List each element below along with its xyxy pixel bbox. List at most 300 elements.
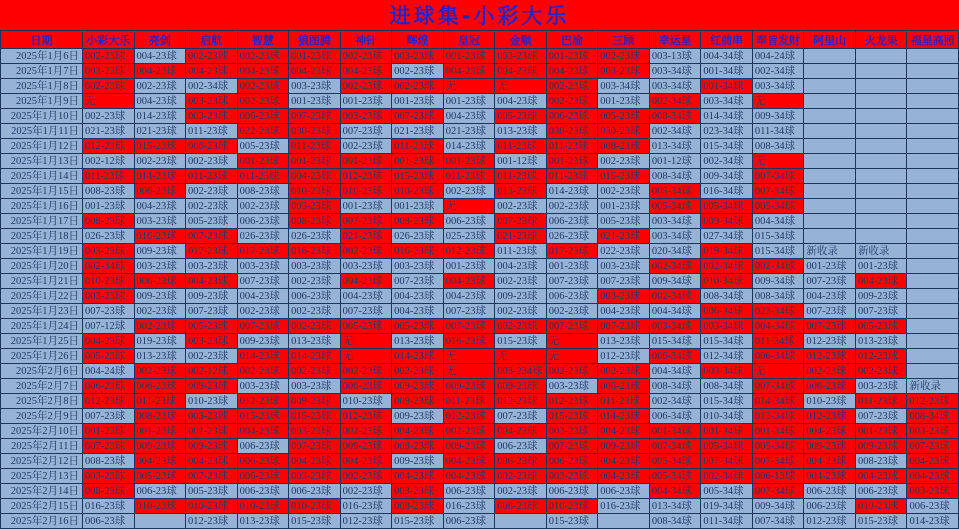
value-cell[interactable]: 007-23球	[341, 124, 393, 139]
value-cell[interactable]: 009-34球	[753, 109, 805, 124]
value-cell[interactable]: 003-23球	[547, 469, 599, 484]
value-cell[interactable]: 003-23球	[598, 289, 650, 304]
value-cell[interactable]: 007-23球	[289, 439, 341, 454]
value-cell[interactable]: 007-23球	[907, 439, 959, 454]
value-cell[interactable]: 001-23球	[238, 154, 290, 169]
column-header[interactable]: 日期	[1, 31, 83, 49]
value-cell[interactable]: 011-23球	[444, 394, 496, 409]
value-cell[interactable]: 008-34球	[753, 139, 805, 154]
value-cell[interactable]: 002-23球	[83, 79, 135, 94]
value-cell[interactable]: 002-23球	[341, 469, 393, 484]
value-cell[interactable]: 016-23球	[444, 334, 496, 349]
value-cell[interactable]: 008-23球	[83, 214, 135, 229]
value-cell[interactable]: 004-23球	[341, 454, 393, 469]
value-cell[interactable]: 001-12球	[650, 154, 702, 169]
value-cell[interactable]: 014-23球	[444, 139, 496, 154]
value-cell[interactable]	[856, 94, 908, 109]
value-cell[interactable]: 006-23球	[804, 484, 856, 499]
row-date[interactable]: 2025年2月9日	[1, 409, 83, 424]
value-cell[interactable]: 013-23球	[598, 334, 650, 349]
value-cell[interactable]: 004-23球	[547, 64, 599, 79]
row-date[interactable]: 2025年2月16日	[1, 514, 83, 529]
value-cell[interactable]: 010-23球	[392, 184, 444, 199]
value-cell[interactable]: 011-23球	[598, 394, 650, 409]
value-cell[interactable]: 003-23球	[289, 379, 341, 394]
value-cell[interactable]: 003-23球	[186, 94, 238, 109]
value-cell[interactable]: 026-23球	[289, 229, 341, 244]
value-cell[interactable]: 021-23球	[598, 229, 650, 244]
value-cell[interactable]: 015-34球	[701, 394, 753, 409]
value-cell[interactable]	[856, 169, 908, 184]
value-cell[interactable]: 004-23球	[444, 469, 496, 484]
value-cell[interactable]: 003-23球	[392, 259, 444, 274]
value-cell[interactable]: 016-23球	[392, 244, 444, 259]
value-cell[interactable]: 016-23球	[289, 244, 341, 259]
value-cell[interactable]: 002-23球	[547, 94, 599, 109]
value-cell[interactable]: 005-34球	[701, 439, 753, 454]
value-cell[interactable]: 004-23球	[341, 274, 393, 289]
value-cell[interactable]: 006-23球	[547, 109, 599, 124]
row-date[interactable]: 2025年1月14日	[1, 169, 83, 184]
value-cell[interactable]: 004-23球	[186, 64, 238, 79]
value-cell[interactable]: 004-23球	[907, 454, 959, 469]
value-cell[interactable]: 001-23球	[289, 49, 341, 64]
value-cell[interactable]: 005-23球	[341, 319, 393, 334]
value-cell[interactable]: 无	[341, 349, 393, 364]
value-cell[interactable]: 006-23球	[135, 379, 187, 394]
value-cell[interactable]	[907, 169, 959, 184]
value-cell[interactable]: 001-23球	[135, 424, 187, 439]
value-cell[interactable]: 003-23球	[83, 64, 135, 79]
value-cell[interactable]	[907, 289, 959, 304]
value-cell[interactable]	[804, 124, 856, 139]
value-cell[interactable]: 004-23球	[598, 454, 650, 469]
value-cell[interactable]: 004-23球	[444, 274, 496, 289]
value-cell[interactable]: 001-23球	[444, 259, 496, 274]
value-cell[interactable]: 006-23球	[495, 439, 547, 454]
value-cell[interactable]: 新收录	[856, 244, 908, 259]
value-cell[interactable]: 003-23球	[186, 409, 238, 424]
value-cell[interactable]: 008-23球	[495, 499, 547, 514]
value-cell[interactable]: 015-23球	[135, 139, 187, 154]
value-cell[interactable]: 002-23球	[135, 364, 187, 379]
value-cell[interactable]: 006-23球	[598, 379, 650, 394]
value-cell[interactable]: 001-23球	[392, 199, 444, 214]
value-cell[interactable]: 001-34球	[650, 424, 702, 439]
value-cell[interactable]: 009-23球	[804, 439, 856, 454]
value-cell[interactable]: 014-23球	[238, 349, 290, 364]
value-cell[interactable]	[907, 274, 959, 289]
value-cell[interactable]	[907, 349, 959, 364]
value-cell[interactable]: 003-23球	[392, 49, 444, 64]
value-cell[interactable]: 016-23球	[598, 499, 650, 514]
value-cell[interactable]: 026-23球	[392, 229, 444, 244]
value-cell[interactable]: 022-23球	[238, 124, 290, 139]
value-cell[interactable]: 006-23球	[238, 469, 290, 484]
value-cell[interactable]	[135, 514, 187, 529]
value-cell[interactable]: 002-12球	[83, 154, 135, 169]
value-cell[interactable]: 006-13球	[753, 469, 805, 484]
row-date[interactable]: 2025年1月21日	[1, 274, 83, 289]
value-cell[interactable]: 010-23球	[289, 499, 341, 514]
value-cell[interactable]: 002-23球	[392, 79, 444, 94]
value-cell[interactable]: 003-34球	[650, 229, 702, 244]
column-header[interactable]: 福星高照	[907, 31, 959, 49]
value-cell[interactable]	[598, 514, 650, 529]
value-cell[interactable]: 004-23球	[392, 469, 444, 484]
value-cell[interactable]: 002-23球	[186, 199, 238, 214]
value-cell[interactable]: 021-23球	[392, 124, 444, 139]
value-cell[interactable]: 004-23球	[804, 289, 856, 304]
value-cell[interactable]: 011-23球	[135, 394, 187, 409]
value-cell[interactable]: 009-34球	[650, 274, 702, 289]
value-cell[interactable]: 002-23球	[341, 49, 393, 64]
value-cell[interactable]: 019-34球	[701, 244, 753, 259]
value-cell[interactable]: 004-34球	[650, 304, 702, 319]
value-cell[interactable]: 新收录	[804, 244, 856, 259]
value-cell[interactable]: 008-23球	[392, 214, 444, 229]
value-cell[interactable]: 004-34球	[753, 214, 805, 229]
value-cell[interactable]: 007-23球	[598, 274, 650, 289]
value-cell[interactable]: 002-23球	[598, 49, 650, 64]
value-cell[interactable]: 009-23球	[856, 439, 908, 454]
value-cell[interactable]: 002-23球	[238, 49, 290, 64]
value-cell[interactable]: 003-23球	[289, 424, 341, 439]
value-cell[interactable]: 003-23球	[238, 259, 290, 274]
value-cell[interactable]: 001-23球	[598, 94, 650, 109]
value-cell[interactable]: 021-23球	[341, 229, 393, 244]
value-cell[interactable]: 无	[753, 94, 805, 109]
value-cell[interactable]: 002-23球	[598, 154, 650, 169]
value-cell[interactable]: 006-23球	[444, 484, 496, 499]
value-cell[interactable]: 005-34球	[650, 454, 702, 469]
value-cell[interactable]: 007-23球	[83, 409, 135, 424]
value-cell[interactable]: 019-34球	[701, 499, 753, 514]
value-cell[interactable]: 007-23球	[547, 439, 599, 454]
value-cell[interactable]: 002-23球	[186, 349, 238, 364]
value-cell[interactable]: 002-23球	[135, 154, 187, 169]
column-header[interactable]: 狼图腾	[289, 31, 341, 49]
value-cell[interactable]: 006-23球	[804, 379, 856, 394]
value-cell[interactable]: 008-34球	[650, 169, 702, 184]
value-cell[interactable]: 010-34球	[701, 274, 753, 289]
value-cell[interactable]: 011-23球	[444, 169, 496, 184]
value-cell[interactable]	[804, 169, 856, 184]
value-cell[interactable]: 007-23球	[186, 469, 238, 484]
value-cell[interactable]: 013-34球	[650, 139, 702, 154]
value-cell[interactable]: 003-23球	[135, 259, 187, 274]
value-cell[interactable]: 006-23球	[289, 484, 341, 499]
value-cell[interactable]: 002-23球	[341, 79, 393, 94]
value-cell[interactable]: 023-34球	[753, 304, 805, 319]
value-cell[interactable]: 002-23球	[495, 469, 547, 484]
value-cell[interactable]: 002-23球	[547, 79, 599, 94]
row-date[interactable]: 2025年1月7日	[1, 64, 83, 79]
value-cell[interactable]: 002-23球	[186, 184, 238, 199]
row-date[interactable]: 2025年1月22日	[1, 289, 83, 304]
value-cell[interactable]: 006-23球	[547, 484, 599, 499]
value-cell[interactable]: 003-13球	[650, 49, 702, 64]
value-cell[interactable]: 002-23球	[547, 364, 599, 379]
value-cell[interactable]: 021-23球	[495, 229, 547, 244]
value-cell[interactable]: 009-23球	[341, 439, 393, 454]
value-cell[interactable]: 011-34球	[701, 514, 753, 529]
value-cell[interactable]: 005-23球	[856, 319, 908, 334]
value-cell[interactable]: 002-34球	[650, 259, 702, 274]
value-cell[interactable]: 009-23球	[186, 439, 238, 454]
value-cell[interactable]: 008-23球	[238, 184, 290, 199]
value-cell[interactable]: 013-34球	[753, 409, 805, 424]
value-cell[interactable]: 006-23球	[83, 379, 135, 394]
value-cell[interactable]: 005-23球	[392, 319, 444, 334]
value-cell[interactable]: 004-23球	[135, 454, 187, 469]
value-cell[interactable]: 006-23球	[238, 214, 290, 229]
value-cell[interactable]	[907, 124, 959, 139]
value-cell[interactable]: 006-23球	[804, 499, 856, 514]
column-header[interactable]: 智慧	[238, 31, 290, 49]
row-date[interactable]: 2025年1月6日	[1, 49, 83, 64]
value-cell[interactable]: 013-23球	[289, 334, 341, 349]
value-cell[interactable]	[907, 154, 959, 169]
value-cell[interactable]: 026-23球	[238, 229, 290, 244]
value-cell[interactable]	[907, 229, 959, 244]
value-cell[interactable]: 003-34球	[650, 64, 702, 79]
value-cell[interactable]: 006-23球	[135, 184, 187, 199]
value-cell[interactable]: 002-23球	[392, 364, 444, 379]
row-date[interactable]: 2025年1月19日	[1, 244, 83, 259]
value-cell[interactable]: 003-23球	[289, 79, 341, 94]
value-cell[interactable]: 003-34球	[598, 79, 650, 94]
value-cell[interactable]: 002-23球	[289, 319, 341, 334]
value-cell[interactable]: 002-34球	[701, 259, 753, 274]
value-cell[interactable]: 013-23球	[135, 349, 187, 364]
value-cell[interactable]: 009-23球	[444, 439, 496, 454]
value-cell[interactable]: 030-23球	[289, 124, 341, 139]
value-cell[interactable]	[856, 214, 908, 229]
value-cell[interactable]: 005-23球	[598, 214, 650, 229]
value-cell[interactable]: 008-34球	[907, 409, 959, 424]
value-cell[interactable]: 005-23球	[598, 109, 650, 124]
value-cell[interactable]: 012-23球	[804, 409, 856, 424]
value-cell[interactable]: 006-23球	[444, 214, 496, 229]
value-cell[interactable]: 002-34球	[650, 124, 702, 139]
value-cell[interactable]: 005-23球	[186, 319, 238, 334]
value-cell[interactable]	[804, 199, 856, 214]
value-cell[interactable]: 001-23球	[341, 199, 393, 214]
value-cell[interactable]	[804, 49, 856, 64]
value-cell[interactable]: 006-23球	[186, 139, 238, 154]
value-cell[interactable]: 004-23球	[444, 289, 496, 304]
value-cell[interactable]: 002-23球	[495, 484, 547, 499]
value-cell[interactable]: 007-23球	[392, 274, 444, 289]
value-cell[interactable]: 003-23球	[598, 64, 650, 79]
value-cell[interactable]: 007-23球	[804, 304, 856, 319]
value-cell[interactable]: 002-23球	[238, 199, 290, 214]
value-cell[interactable]: 004-23球	[341, 64, 393, 79]
value-cell[interactable]: 010-23球	[804, 394, 856, 409]
value-cell[interactable]: 006-23球	[495, 454, 547, 469]
value-cell[interactable]: 008-23球	[83, 184, 135, 199]
value-cell[interactable]: 007-23球	[83, 304, 135, 319]
value-cell[interactable]: 004-23球	[856, 469, 908, 484]
column-header[interactable]: 小彩大乐	[83, 31, 135, 49]
value-cell[interactable]: 011-23球	[83, 169, 135, 184]
value-cell[interactable]: 003-23球	[341, 109, 393, 124]
value-cell[interactable]	[856, 154, 908, 169]
value-cell[interactable]: 003-23球	[83, 244, 135, 259]
value-cell[interactable]: 002-23球	[341, 364, 393, 379]
value-cell[interactable]: 010-23球	[83, 274, 135, 289]
value-cell[interactable]: 004-23球	[186, 454, 238, 469]
value-cell[interactable]: 002-34球	[701, 154, 753, 169]
value-cell[interactable]: 005-23球	[135, 469, 187, 484]
value-cell[interactable]: 004-23球	[804, 454, 856, 469]
value-cell[interactable]: 002-23球	[444, 424, 496, 439]
value-cell[interactable]: 010-23球	[186, 394, 238, 409]
value-cell[interactable]	[856, 49, 908, 64]
value-cell[interactable]: 015-23球	[598, 169, 650, 184]
row-date[interactable]: 2025年1月9日	[1, 94, 83, 109]
value-cell[interactable]: 011-23球	[289, 139, 341, 154]
value-cell[interactable]: 004-23球	[238, 289, 290, 304]
value-cell[interactable]: 004-23球	[495, 94, 547, 109]
value-cell[interactable]: 004-23球	[135, 94, 187, 109]
value-cell[interactable]: 004-23球	[135, 199, 187, 214]
value-cell[interactable]: 002-23球	[238, 364, 290, 379]
value-cell[interactable]: 006-23球	[547, 214, 599, 229]
value-cell[interactable]: 009-34球	[753, 499, 805, 514]
value-cell[interactable]: 015-34球	[701, 139, 753, 154]
value-cell[interactable]	[907, 64, 959, 79]
value-cell[interactable]: 016-34球	[701, 184, 753, 199]
value-cell[interactable]: 008-34球	[650, 109, 702, 124]
column-header[interactable]: 幸运星	[650, 31, 702, 49]
value-cell[interactable]: 014-23球	[598, 409, 650, 424]
value-cell[interactable]: 003-23球	[186, 259, 238, 274]
value-cell[interactable]: 010-23球	[289, 184, 341, 199]
value-cell[interactable]: 006-23球	[135, 274, 187, 289]
value-cell[interactable]	[804, 139, 856, 154]
value-cell[interactable]: 004-23球	[289, 64, 341, 79]
value-cell[interactable]	[804, 94, 856, 109]
column-header[interactable]: 阿里山	[804, 31, 856, 49]
value-cell[interactable]: 001-23球	[804, 259, 856, 274]
row-date[interactable]: 2025年2月13日	[1, 469, 83, 484]
value-cell[interactable]: 无	[547, 349, 599, 364]
value-cell[interactable]	[907, 319, 959, 334]
value-cell[interactable]: 011-34球	[753, 124, 805, 139]
value-cell[interactable]: 001-23球	[444, 49, 496, 64]
value-cell[interactable]: 016-23球	[341, 499, 393, 514]
value-cell[interactable]: 004-23球	[238, 424, 290, 439]
value-cell[interactable]: 001-23球	[547, 259, 599, 274]
value-cell[interactable]: 007-34球	[650, 439, 702, 454]
value-cell[interactable]	[804, 79, 856, 94]
value-cell[interactable]: 001-23球	[856, 259, 908, 274]
value-cell[interactable]: 013-34球	[650, 499, 702, 514]
value-cell[interactable]: 009-23球	[495, 289, 547, 304]
value-cell[interactable]	[907, 184, 959, 199]
value-cell[interactable]: 008-34球	[701, 289, 753, 304]
value-cell[interactable]: 004-23球	[907, 469, 959, 484]
value-cell[interactable]: 001-23球	[83, 424, 135, 439]
value-cell[interactable]: 006-34球	[650, 409, 702, 424]
value-cell[interactable]: 007-34球	[701, 454, 753, 469]
value-cell[interactable]: 007-34球	[753, 184, 805, 199]
value-cell[interactable]: 007-34球	[753, 484, 805, 499]
value-cell[interactable]: 003-23球	[907, 484, 959, 499]
value-cell[interactable]	[856, 109, 908, 124]
value-cell[interactable]: 007-34球	[753, 454, 805, 469]
value-cell[interactable]	[804, 184, 856, 199]
value-cell[interactable]: 007-23球	[547, 274, 599, 289]
value-cell[interactable]	[907, 109, 959, 124]
value-cell[interactable]: 008-23球	[856, 454, 908, 469]
value-cell[interactable]	[856, 184, 908, 199]
value-cell[interactable]	[856, 229, 908, 244]
value-cell[interactable]: 006-34球	[650, 349, 702, 364]
value-cell[interactable]: 012-23球	[804, 334, 856, 349]
value-cell[interactable]	[907, 244, 959, 259]
value-cell[interactable]: 006-23球	[289, 289, 341, 304]
value-cell[interactable]: 004-23球	[598, 304, 650, 319]
value-cell[interactable]: 015-23球	[238, 409, 290, 424]
value-cell[interactable]: 010-23球	[856, 499, 908, 514]
value-cell[interactable]	[856, 199, 908, 214]
value-cell[interactable]: 002-23球	[289, 274, 341, 289]
row-date[interactable]: 2025年1月11日	[1, 124, 83, 139]
value-cell[interactable]: 002-23球	[495, 199, 547, 214]
value-cell[interactable]: 002-23球	[238, 79, 290, 94]
value-cell[interactable]: 003-34球	[701, 94, 753, 109]
value-cell[interactable]: 006-23球	[238, 109, 290, 124]
value-cell[interactable]: 011-23球	[547, 139, 599, 154]
value-cell[interactable]: 007-23球	[856, 409, 908, 424]
value-cell[interactable]: 009-34球	[701, 214, 753, 229]
value-cell[interactable]: 008-34球	[753, 289, 805, 304]
value-cell[interactable]: 001-23球	[444, 94, 496, 109]
value-cell[interactable]: 003-23球	[289, 259, 341, 274]
value-cell[interactable]: 005-34球	[701, 199, 753, 214]
value-cell[interactable]: 015-23球	[547, 409, 599, 424]
value-cell[interactable]	[856, 64, 908, 79]
value-cell[interactable]: 003-23球	[289, 469, 341, 484]
value-cell[interactable]: 004-23球	[392, 289, 444, 304]
value-cell[interactable]: 无	[753, 154, 805, 169]
value-cell[interactable]: 无	[547, 334, 599, 349]
column-header[interactable]: 奉旨发财	[753, 31, 805, 49]
row-date[interactable]: 2025年1月20日	[1, 259, 83, 274]
value-cell[interactable]: 003-234球	[495, 364, 547, 379]
value-cell[interactable]: 007-23球	[83, 439, 135, 454]
value-cell[interactable]: 001-23球	[341, 94, 393, 109]
value-cell[interactable]: 无	[495, 349, 547, 364]
value-cell[interactable]: 007-23球	[444, 304, 496, 319]
value-cell[interactable]: 010-23球	[238, 499, 290, 514]
value-cell[interactable]: 013-23球	[495, 124, 547, 139]
value-cell[interactable]: 002-23球	[83, 49, 135, 64]
value-cell[interactable]: 003-34球	[701, 364, 753, 379]
row-date[interactable]: 2025年2月6日	[1, 364, 83, 379]
value-cell[interactable]: 007-23球	[238, 319, 290, 334]
value-cell[interactable]: 005-23球	[186, 484, 238, 499]
value-cell[interactable]: 005-34球	[650, 469, 702, 484]
value-cell[interactable]: 003-23球	[495, 49, 547, 64]
value-cell[interactable]: 002-34球	[186, 79, 238, 94]
value-cell[interactable]: 006-23球	[856, 484, 908, 499]
value-cell[interactable]: 011-23球	[186, 124, 238, 139]
value-cell[interactable]: 009-34球	[753, 274, 805, 289]
